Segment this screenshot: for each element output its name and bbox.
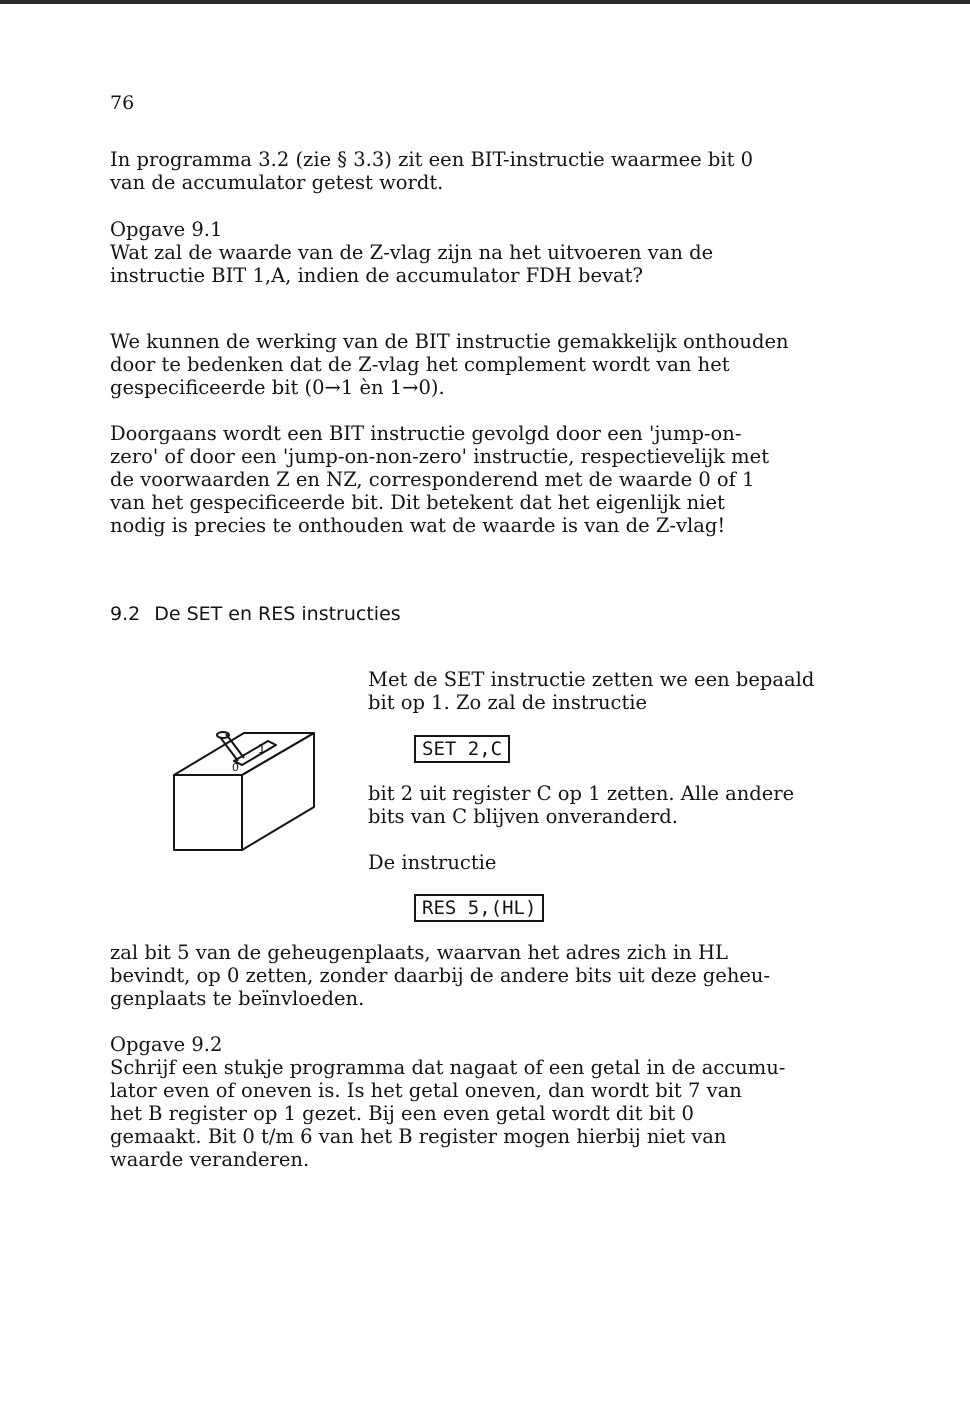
exercise-9-1-text: Wat zal de waarde van de Z-vlag zijn na het uitvoeren van de instructie BIT 1,A, indien de accumulator FDH bevat? <box>110 241 714 287</box>
section-title: De SET en RES instructies <box>154 603 401 625</box>
paragraph-jump-instructions: Doorgaans wordt een BIT instructie gevolgd door een 'jump-on- zero' of door een 'jump-on-non-zero' instructie, respectievelijk met de voorwaarden Z en NZ, corresponderend met de waarde 0 of 1 van het gespecificeerde bit. Dit betekent dat het eigenlijk niet nodig is precies te onthouden wat de waarde is van de Z-vlag! <box>110 422 770 537</box>
switch-label-on: 1 <box>258 742 266 756</box>
res-intro-text: De instructie <box>368 851 497 874</box>
page-number: 76 <box>110 92 135 114</box>
res-instruction-box: RES 5,(HL) <box>414 894 544 922</box>
page-top-rule <box>0 0 970 4</box>
set-intro-text: Met de SET instructie zetten we een bepaald bit op 1. Zo zal de instructie <box>368 668 815 714</box>
section-number: 9.2 <box>110 603 141 625</box>
set-instruction-box: SET 2,C <box>414 735 510 763</box>
paragraph-bit-memory: We kunnen de werking van de BIT instructie gemakkelijk onthouden door te bedenken dat de Z-vlag het complement wordt van het gespecificeerde bit (0→1 èn 1→0). <box>110 330 789 399</box>
exercise-9-2-text: Schrijf een stukje programma dat nagaat of een getal in de accumu- lator even of oneven is. Is het getal oneven, dan wordt bit 7 van het B register op 1 gezet. Bij een even getal wordt dit bit 0 gemaakt. Bit 0 t/m 6 van het B register mogen hierbij niet van waarde veranderen. <box>110 1056 786 1171</box>
paragraph-bit-instruction: In programma 3.2 (zie § 3.3) zit een BIT-instructie waarmee bit 0 van de accumulator getest wordt. <box>110 148 754 194</box>
switch-box-illustration-icon <box>172 725 342 855</box>
set-explanation-text: bit 2 uit register C op 1 zetten. Alle andere bits van C blijven onveranderd. <box>368 782 795 828</box>
switch-label-off: 0 <box>232 761 239 774</box>
section-heading <box>110 603 401 625</box>
exercise-9-2-title: Opgave 9.2 <box>110 1033 223 1056</box>
exercise-9-1-title: Opgave 9.1 <box>110 218 223 241</box>
res-explanation-text: zal bit 5 van de geheugenplaats, waarvan het adres zich in HL bevindt, op 0 zetten, zonder daarbij de andere bits uit deze geheu- genplaats te beïnvloeden. <box>110 941 771 1010</box>
